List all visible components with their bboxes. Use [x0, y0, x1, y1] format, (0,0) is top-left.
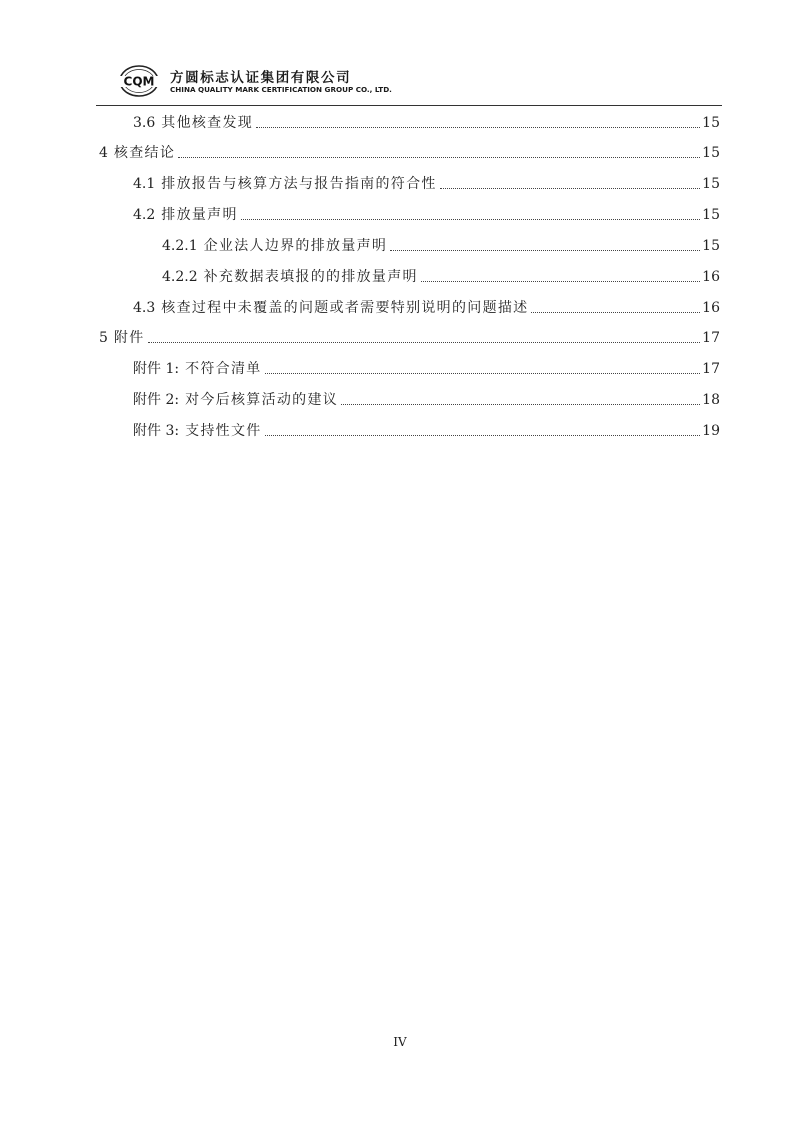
toc-number: 附件 3:: [133, 423, 180, 439]
toc-leader-dots: [531, 312, 700, 313]
toc-page-number: 16: [702, 269, 720, 285]
toc-page-number: 15: [702, 207, 720, 223]
toc-page-number: 15: [702, 145, 720, 161]
toc-title: 补充数据表填报的的排放量声明: [203, 269, 418, 285]
toc-label: [162, 267, 418, 287]
toc-title: 排放报告与核算方法与报告指南的符合性: [161, 176, 437, 192]
toc-page-number: 19: [702, 423, 720, 439]
toc-page-number: 15: [702, 115, 720, 131]
toc-leader-dots: [148, 342, 701, 343]
toc-number: 附件 2:: [133, 392, 180, 408]
toc-number: 附件 1:: [133, 361, 180, 377]
toc-label: [133, 359, 262, 379]
toc-title: 企业法人边界的排放量声明: [203, 238, 388, 254]
toc-label: [99, 143, 175, 163]
toc-leader-dots: [241, 219, 700, 220]
toc-leader-dots: [390, 250, 700, 251]
toc-entry[interactable]: [133, 359, 720, 379]
header-rule: [96, 105, 722, 106]
toc-leader-dots: [265, 435, 701, 436]
toc-title: 对今后核算活动的建议: [185, 392, 339, 408]
toc-leader-dots: [421, 281, 700, 282]
toc-label: [133, 421, 262, 441]
company-name-cn: 方圆标志认证集团有限公司: [170, 70, 352, 86]
toc-number: 4: [99, 145, 108, 161]
toc-page-number: 15: [702, 238, 720, 254]
toc-leader-dots: [440, 188, 701, 189]
toc-number: 4.3: [133, 300, 156, 316]
toc-leader-dots: [265, 373, 701, 374]
toc-entry[interactable]: [133, 174, 720, 194]
toc-title: 核查结论: [113, 145, 176, 161]
toc-number: 5: [99, 330, 108, 346]
toc-page-number: 17: [702, 330, 720, 346]
toc-title: 核查过程中未覆盖的问题或者需要特别说明的问题描述: [161, 300, 529, 316]
toc-leader-dots: [256, 127, 700, 128]
toc-entry[interactable]: [133, 390, 720, 410]
toc-leader-dots: [341, 404, 700, 405]
toc-leader-dots: [178, 157, 700, 158]
toc-entry[interactable]: [99, 328, 720, 348]
toc-title: 其他核查发现: [161, 115, 254, 131]
toc-title: 附件: [113, 330, 145, 346]
logo-text: CQM: [123, 74, 155, 89]
toc-number: 4.2: [133, 207, 156, 223]
toc-page-number: 16: [702, 300, 720, 316]
toc-title: 不符合清单: [185, 361, 262, 377]
company-name-en: CHINA QUALITY MARK CERTIFICATION GROUP CO., LTD.: [170, 85, 392, 94]
toc-label: [133, 390, 338, 410]
toc-entry[interactable]: [162, 267, 720, 287]
toc-label: [99, 328, 145, 348]
toc-entry[interactable]: [133, 298, 720, 318]
toc-number: 3.6: [133, 115, 156, 131]
page-number: IV: [393, 1035, 407, 1049]
toc-entry[interactable]: [133, 113, 720, 133]
toc-entry[interactable]: [133, 421, 720, 441]
toc-title: 排放量声明: [161, 207, 238, 223]
toc-number: 4.2.1: [162, 238, 198, 254]
toc-entry[interactable]: [99, 143, 720, 163]
toc-number: 4.1: [133, 176, 156, 192]
toc-label: [162, 236, 387, 256]
toc-entry[interactable]: [162, 236, 720, 256]
page-header: [118, 58, 418, 102]
toc-label: [133, 298, 528, 318]
toc-number: 4.2.2: [162, 269, 198, 285]
cqm-logo: [118, 64, 170, 100]
toc-page-number: 18: [702, 392, 720, 408]
toc-page-number: 15: [702, 176, 720, 192]
toc-label: [133, 174, 437, 194]
toc-entry[interactable]: [133, 205, 720, 225]
toc-label: [133, 205, 238, 225]
toc-title: 支持性文件: [185, 423, 262, 439]
toc-page-number: 17: [702, 361, 720, 377]
toc-label: [133, 113, 253, 133]
